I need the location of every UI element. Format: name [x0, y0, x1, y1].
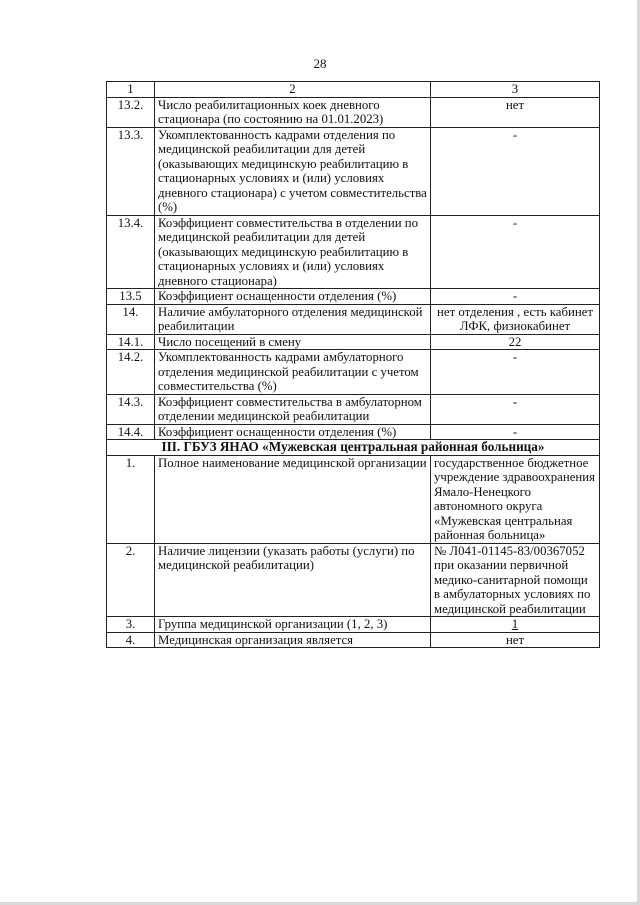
row-label: Число посещений в смену [155, 334, 431, 350]
row-value: нет отделения , есть кабинет ЛФК, физиокабинет [431, 304, 600, 334]
row-label: Коэффициент совместительства в отделении по медицинской реабилитации для детей (оказывающих медицинскую реабилитацию в стационарных условиях и (или) условиях дневного стационара) [155, 215, 431, 289]
row-number: 13.3. [107, 127, 155, 215]
row-value: № Л041-01145-83/00367052 при оказании первичной медико-санитарной помощи в амбулаторных условиях по медицинской реабилитации [431, 543, 600, 617]
row-value: - [431, 424, 600, 440]
row-value: нет [431, 97, 600, 127]
table-row [107, 455, 600, 543]
section-heading-row [107, 440, 600, 456]
table-row [107, 127, 600, 215]
row-value: - [431, 215, 600, 289]
table-row [107, 424, 600, 440]
row-number: 13.4. [107, 215, 155, 289]
row-label: Полное наименование медицинской организации [155, 455, 431, 543]
table-row [107, 97, 600, 127]
row-label: Медицинская организация является [155, 632, 431, 648]
row-value: 22 [431, 334, 600, 350]
row-label: Коэффициент оснащенности отделения (%) [155, 289, 431, 305]
table-row [107, 350, 600, 395]
row-number: 14. [107, 304, 155, 334]
table-header-row [107, 82, 600, 98]
header-col-1: 1 [107, 82, 155, 98]
table-row [107, 304, 600, 334]
table-row [107, 617, 600, 633]
row-number: 4. [107, 632, 155, 648]
row-value: - [431, 394, 600, 424]
row-label: Коэффициент совместительства в амбулаторном отделении медицинской реабилитации [155, 394, 431, 424]
row-value: - [431, 127, 600, 215]
table-row [107, 394, 600, 424]
row-label: Коэффициент оснащенности отделения (%) [155, 424, 431, 440]
row-number: 14.1. [107, 334, 155, 350]
table-row [107, 215, 600, 289]
row-label: Укомплектованность кадрами отделения по медицинской реабилитации для детей (оказывающих медицинскую реабилитацию в стационарных условиях и (или) условиях дневного стационара) с учетом совместительства (%) [155, 127, 431, 215]
row-number: 3. [107, 617, 155, 633]
row-value: - [431, 350, 600, 395]
row-number: 1. [107, 455, 155, 543]
row-number: 2. [107, 543, 155, 617]
row-number: 13.2. [107, 97, 155, 127]
header-col-3: 3 [431, 82, 600, 98]
row-value: 1 [431, 617, 600, 633]
row-label: Группа медицинской организации (1, 2, 3) [155, 617, 431, 633]
section-title: III. ГБУЗ ЯНАО «Мужевская центральная районная больница» [107, 440, 600, 456]
table-row [107, 632, 600, 648]
row-value: государственное бюджетное учреждение здравоохранения Ямало-Ненецкого автономного округа «Мужевская центральная районная больница» [431, 455, 600, 543]
row-label: Число реабилитационных коек дневного стационара (по состоянию на 01.01.2023) [155, 97, 431, 127]
table-row [107, 289, 600, 305]
row-value: нет [431, 632, 600, 648]
header-col-2: 2 [155, 82, 431, 98]
row-label: Наличие амбулаторного отделения медицинской реабилитации [155, 304, 431, 334]
table-row [107, 543, 600, 617]
row-label: Наличие лицензии (указать работы (услуги) по медицинской реабилитации) [155, 543, 431, 617]
row-number: 13.5 [107, 289, 155, 305]
row-value: - [431, 289, 600, 305]
row-label: Укомплектованность кадрами амбулаторного отделения медицинской реабилитации с учетом совместительства (%) [155, 350, 431, 395]
table-row [107, 334, 600, 350]
report-table [106, 81, 600, 648]
row-number: 14.4. [107, 424, 155, 440]
page-number: 28 [313, 56, 327, 71]
row-number: 14.3. [107, 394, 155, 424]
row-number: 14.2. [107, 350, 155, 395]
